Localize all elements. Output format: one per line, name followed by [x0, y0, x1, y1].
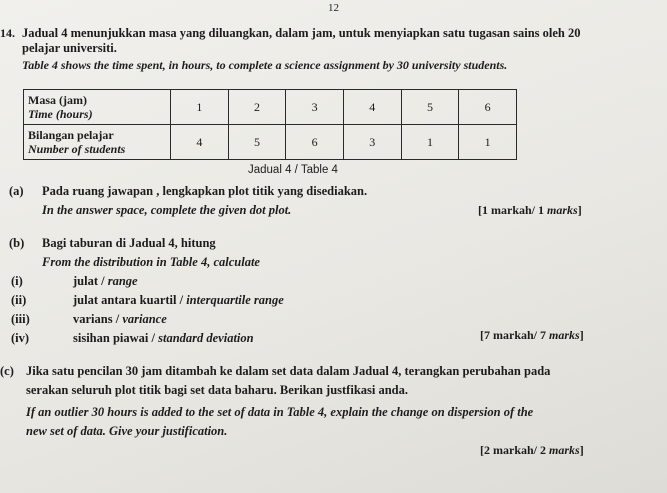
- row-header-students: [24, 125, 171, 160]
- students-cell: 1: [459, 125, 517, 160]
- part-a-marks-en: marks: [547, 203, 578, 217]
- students-cell: 5: [228, 125, 286, 160]
- time-cell: 1: [171, 90, 229, 125]
- question-number: 14.: [0, 26, 15, 40]
- row-header-students-en: Number of students: [28, 142, 126, 156]
- time-cell: 4: [343, 90, 401, 125]
- time-cell: 6: [459, 90, 517, 125]
- frequency-table: [23, 89, 517, 160]
- students-cell: 4: [171, 125, 229, 160]
- table-row-time: [24, 90, 517, 125]
- part-b-marks-ms: [7 markah/ 7: [480, 328, 546, 342]
- part-c-label: (c): [0, 364, 14, 378]
- part-b-i-ms: julat /: [73, 274, 108, 288]
- part-b-ii-text: [73, 293, 284, 308]
- question-intro-malay: Jadual 4 menunjukkan masa yang diluangkan, dalam jam, untuk menyiapkan satu tugasan sains oleh 20 pelajar universiti.: [22, 26, 581, 55]
- question-intro-english: Table 4 shows the time spent, in hours, to complete a science assignment by 30 university students.: [22, 58, 508, 72]
- part-a-text-en: In the answer space, complete the given dot plot.: [42, 203, 292, 217]
- part-b-marks: [480, 328, 584, 343]
- part-c-marks: [480, 443, 584, 458]
- students-cell: 3: [343, 125, 401, 160]
- part-b-marks-en: marks: [549, 328, 580, 342]
- part-a-marks-close: ]: [577, 203, 582, 217]
- part-c-text-en-1: If an outlier 30 hours is added to the set of data in Table 4, explain the change on dispersion of the: [26, 405, 534, 419]
- time-cell: 5: [401, 90, 459, 125]
- part-a-label: (a): [9, 184, 24, 198]
- part-c-text-en-2: new set of data. Give your justification.: [26, 424, 228, 438]
- part-b-iii-ms: varians /: [73, 312, 123, 326]
- part-c-marks-ms: [2 markah/ 2: [480, 443, 546, 457]
- part-c-marks-close: ]: [579, 443, 584, 457]
- part-b-iv-text: [73, 331, 254, 346]
- row-header-time-en: Time (hours): [28, 107, 93, 121]
- part-b-iii-text: [73, 312, 167, 327]
- time-cell: 3: [286, 90, 344, 125]
- part-a-marks: [478, 203, 582, 218]
- part-b-ii-label: (ii): [11, 293, 27, 307]
- part-b-ii-en: interquartile range: [186, 293, 284, 307]
- part-b-iv-en: standard deviation: [158, 331, 254, 345]
- students-cell: 6: [286, 125, 344, 160]
- page-number: 12: [328, 2, 339, 14]
- part-c-text-ms-2: serakan seluruh plot titik bagi set data baharu. Berikan justfikasi anda.: [26, 383, 409, 397]
- students-cell: 1: [401, 125, 459, 160]
- part-b-i-text: [73, 274, 138, 289]
- part-b-iii-en: variance: [122, 312, 167, 326]
- table-caption: Jadual 4 / Table 4: [248, 164, 338, 176]
- table-row-students: [24, 125, 517, 160]
- part-a-marks-ms: [1 markah/ 1: [478, 203, 544, 217]
- part-b-iv-label: (iv): [11, 331, 30, 345]
- part-b-i-label: (i): [11, 274, 23, 288]
- part-c-marks-en: marks: [549, 443, 580, 457]
- part-b-marks-close: ]: [579, 328, 584, 342]
- part-b-text-en: From the distribution in Table 4, calculate: [42, 255, 260, 269]
- part-b-i-en: range: [107, 274, 138, 288]
- row-header-students-ms: Bilangan pelajar: [28, 128, 114, 142]
- part-a-text-ms: Pada ruang jawapan , lengkapkan plot titik yang disediakan.: [42, 184, 368, 198]
- time-cell: 2: [228, 90, 286, 125]
- part-b-label: (b): [9, 236, 25, 250]
- row-header-time: [24, 90, 171, 125]
- part-b-iv-ms: sisihan piawai /: [73, 331, 159, 345]
- part-b-ii-ms: julat antara kuartil /: [73, 293, 187, 307]
- part-b-text-ms: Bagi taburan di Jadual 4, hitung: [42, 236, 216, 250]
- row-header-time-ms: Masa (jam): [28, 93, 87, 107]
- part-b-iii-label: (iii): [11, 312, 30, 326]
- part-c-text-ms-1: Jika satu pencilan 30 jam ditambah ke dalam set data dalam Jadual 4, terangkan perubahan pada: [26, 364, 551, 378]
